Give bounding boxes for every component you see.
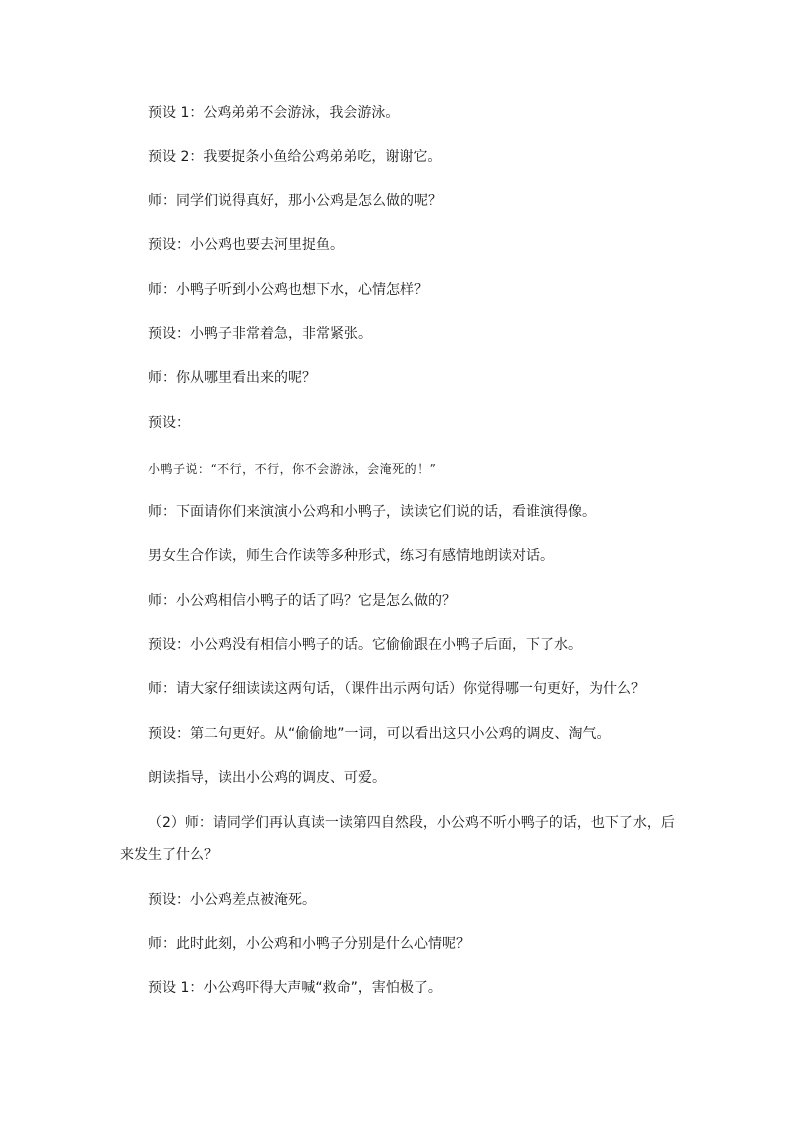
paragraph-teacher-question-1: 师：同学们说得真好，那小公鸡是怎么做的呢？ (148, 193, 442, 209)
paragraph-teacher-question-3: 师：你从哪里看出来的呢？ (148, 370, 316, 386)
paragraph-preset-3: 预设：小公鸡也要去河里捉鱼。 (148, 237, 344, 253)
paragraph-teacher-question-5: 师：请大家仔细读读这两句话，（课件出示两句话）你觉得哪一句更好，为什么？ (148, 681, 645, 697)
paragraph-preset-2: 预设 2：我要捉条小鱼给公鸡弟弟吃，谢谢它。 (148, 149, 442, 165)
paragraph-preset-8: 预设 1：小公鸡吓得大声喊“救命”，害怕极了。 (148, 980, 442, 996)
paragraph-teacher-question-7: 师：此时此刻，小公鸡和小鸭子分别是什么心情呢？ (148, 936, 470, 952)
paragraph-reading-guidance: 朗读指导，读出小公鸡的调皮、可爱。 (148, 770, 386, 786)
paragraph-teacher-question-4: 师：小公鸡相信小鸭子的话了吗？它是怎么做的？ (148, 593, 456, 609)
paragraph-preset-4: 预设：小鸭子非常着急，非常紧张。 (148, 326, 372, 342)
paragraph-preset-5: 预设：小公鸡没有相信小鸭子的话。它偷偷跟在小鸭子后面，下了水。 (148, 637, 582, 653)
paragraph-teacher-question-2: 师：小鸭子听到小公鸡也想下水，心情怎样？ (148, 282, 428, 298)
paragraph-preset-1: 预设 1：公鸡弟弟不会游泳，我会游泳。 (148, 105, 400, 121)
paragraph-reading-practice: 男女生合作读，师生合作读等多种形式，练习有感情地朗读对话。 (148, 548, 554, 564)
paragraph-preset-6: 预设：第二句更好。从“偷偷地”一词，可以看出这只小公鸡的调皮、淘气。 (148, 726, 611, 742)
paragraph-teacher-question-6-line-1: （2）师：请同学们再认真读一读第四自然段，小公鸡不听小鸭子的话，也下了水，后 (148, 815, 675, 831)
paragraph-teacher-question-6-line-2: 来发生了什么？ (120, 847, 218, 863)
paragraph-preset-7: 预设：小公鸡差点被淹死。 (148, 892, 316, 908)
paragraph-teacher-instruction: 师：下面请你们来演演小公鸡和小鸭子，读读它们说的话，看谁演得像。 (148, 504, 596, 520)
paragraph-duck-quote: 小鸭子说：“不行，不行，你不会游泳，会淹死的！” (148, 462, 437, 476)
paragraph-preset-label: 预设： (148, 415, 190, 431)
